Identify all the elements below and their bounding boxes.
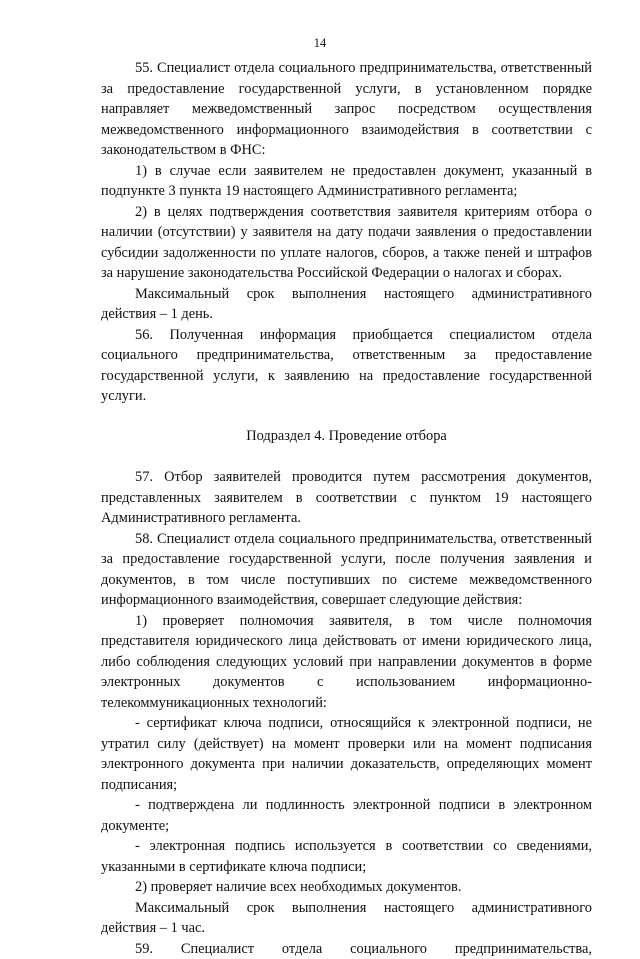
paragraph-55-item-2: 2) в целях подтверждения соответствия заявителя критериям отбора о наличии (отсутствии) у заявителя на дату подачи заявления о предоставлении субсидии задолженности по уплате налогов, сборов, а также пеней и штрафов за нарушение законодательства Российской Федерации о налогах и сборах. xyxy=(101,202,592,284)
paragraph-55-item-1: 1) в случае если заявителем не предоставлен документ, указанный в подпункте 3 пункта 19 настоящего Административного регламента; xyxy=(101,161,592,202)
paragraph-58-item-1: 1) проверяет полномочия заявителя, в том числе полномочия представителя юридического лица действовать от имени юридического лица, либо соблюдения следующих условий при направлении документов в форме электронных документов с использованием информационно-телекоммуникационных технологий: xyxy=(101,611,592,714)
paragraph-56: 56. Полученная информация приобщается специалистом отдела социального предпринимательства, ответственным за предоставление государственной услуги, к заявлению на предоставление государственной услуги. xyxy=(101,325,592,407)
paragraph-55: 55. Специалист отдела социального предпринимательства, ответственный за предоставление государственной услуги, в установленном порядке направляет межведомственный запрос посредством осуществления межведомственного информационного взаимодействия в соответствии с законодательством в ФНС: xyxy=(101,58,592,161)
page-number: 14 xyxy=(0,33,640,54)
paragraph-58-bullet-a: - сертификат ключа подписи, относящийся к электронной подписи, не утратил силу (действует) на момент проверки или на момент подписания электронного документа при наличии доказательств, определяющих момент подписания; xyxy=(101,713,592,795)
document-body xyxy=(101,58,592,959)
paragraph-58-max-term: Максимальный срок выполнения настоящего административного действия – 1 час. xyxy=(101,898,592,939)
paragraph-59: 59. Специалист отдела социального предпринимательства, xyxy=(101,939,592,959)
paragraph-58-bullet-c: - электронная подпись используется в соответствии со сведениями, указанными в сертификате ключа подписи; xyxy=(101,836,592,877)
paragraph-57: 57. Отбор заявителей проводится путем рассмотрения документов, представленных заявителем в соответствии с пунктом 19 настоящего Административного регламента. xyxy=(101,467,592,529)
paragraph-58-bullet-b: - подтверждена ли подлинность электронной подписи в электронном документе; xyxy=(101,795,592,836)
paragraph-55-max-term: Максимальный срок выполнения настоящего административного действия – 1 день. xyxy=(101,284,592,325)
paragraph-58: 58. Специалист отдела социального предпринимательства, ответственный за предоставление государственной услуги, после получения заявления и документов, в том числе поступивших по системе межведомственного информационного взаимодействия, совершает следующие действия: xyxy=(101,529,592,611)
subsection-heading: Подраздел 4. Проведение отбора xyxy=(101,426,592,447)
paragraph-58-item-2: 2) проверяет наличие всех необходимых документов. xyxy=(101,877,592,898)
